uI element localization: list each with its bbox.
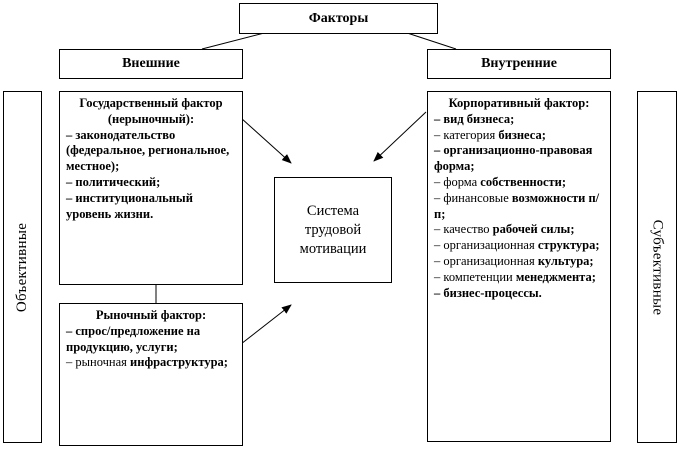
state-factor-item: – политический;: [66, 174, 161, 189]
motivation-system-box: [274, 177, 392, 283]
corporate-factor-title: Корпоративный фактор:: [448, 96, 590, 110]
state-factor-item: – законодательство (федеральное, региональное, местное);: [66, 127, 230, 174]
internal-box: [427, 49, 611, 79]
arrow-corp-to-center: [374, 112, 426, 161]
state-factor-title: Государственный фактор (нерыночный):: [79, 96, 223, 126]
corporate-factor-item: – форма собственности;: [434, 174, 567, 189]
factors-box: [239, 3, 438, 34]
center-line: трудовой: [304, 221, 362, 238]
state-factor-item: – институциональный уровень жизни.: [66, 190, 193, 221]
arrow-market-to-center: [241, 305, 291, 344]
external-label: Внешние: [122, 56, 180, 71]
corporate-factor-item: – бизнес-процессы.: [434, 285, 542, 300]
center-line: мотивации: [299, 240, 367, 257]
corporate-factor-item: – качество рабочей силы;: [434, 222, 575, 237]
subjective-box: [637, 91, 677, 443]
corporate-factor-item: – финансовые возможности п/п;: [434, 190, 600, 221]
corporate-factor-item: – категория бизнеса;: [434, 127, 546, 142]
internal-label: Внутренние: [481, 56, 557, 71]
state-factor-box: [59, 91, 243, 285]
arrow-state-to-center: [241, 118, 291, 163]
objective-label: Объективные: [14, 222, 31, 312]
center-line: Система: [306, 202, 360, 219]
corporate-factor-item: – вид бизнеса;: [434, 111, 515, 126]
corporate-factor-item: – компетенции менеджмента;: [434, 269, 596, 284]
market-factor-box: [59, 303, 243, 446]
external-box: [59, 49, 243, 79]
market-factor-title: Рыночный фактор:: [95, 308, 207, 322]
corporate-factor-item: – организационно-правовая форма;: [434, 143, 593, 174]
subjective-label: Субъективные: [649, 219, 666, 315]
factors-label: Факторы: [308, 10, 369, 26]
market-factor-item: – рыночная инфраструктура;: [66, 355, 228, 370]
corporate-factor-item: – организационная культура;: [434, 253, 594, 268]
market-factor-item: – спрос/предложение на продукцию, услуги;: [66, 323, 201, 354]
corporate-factor-item: – организационная структура;: [434, 238, 600, 253]
corporate-factor-box: [427, 91, 611, 442]
objective-box: [3, 91, 42, 443]
